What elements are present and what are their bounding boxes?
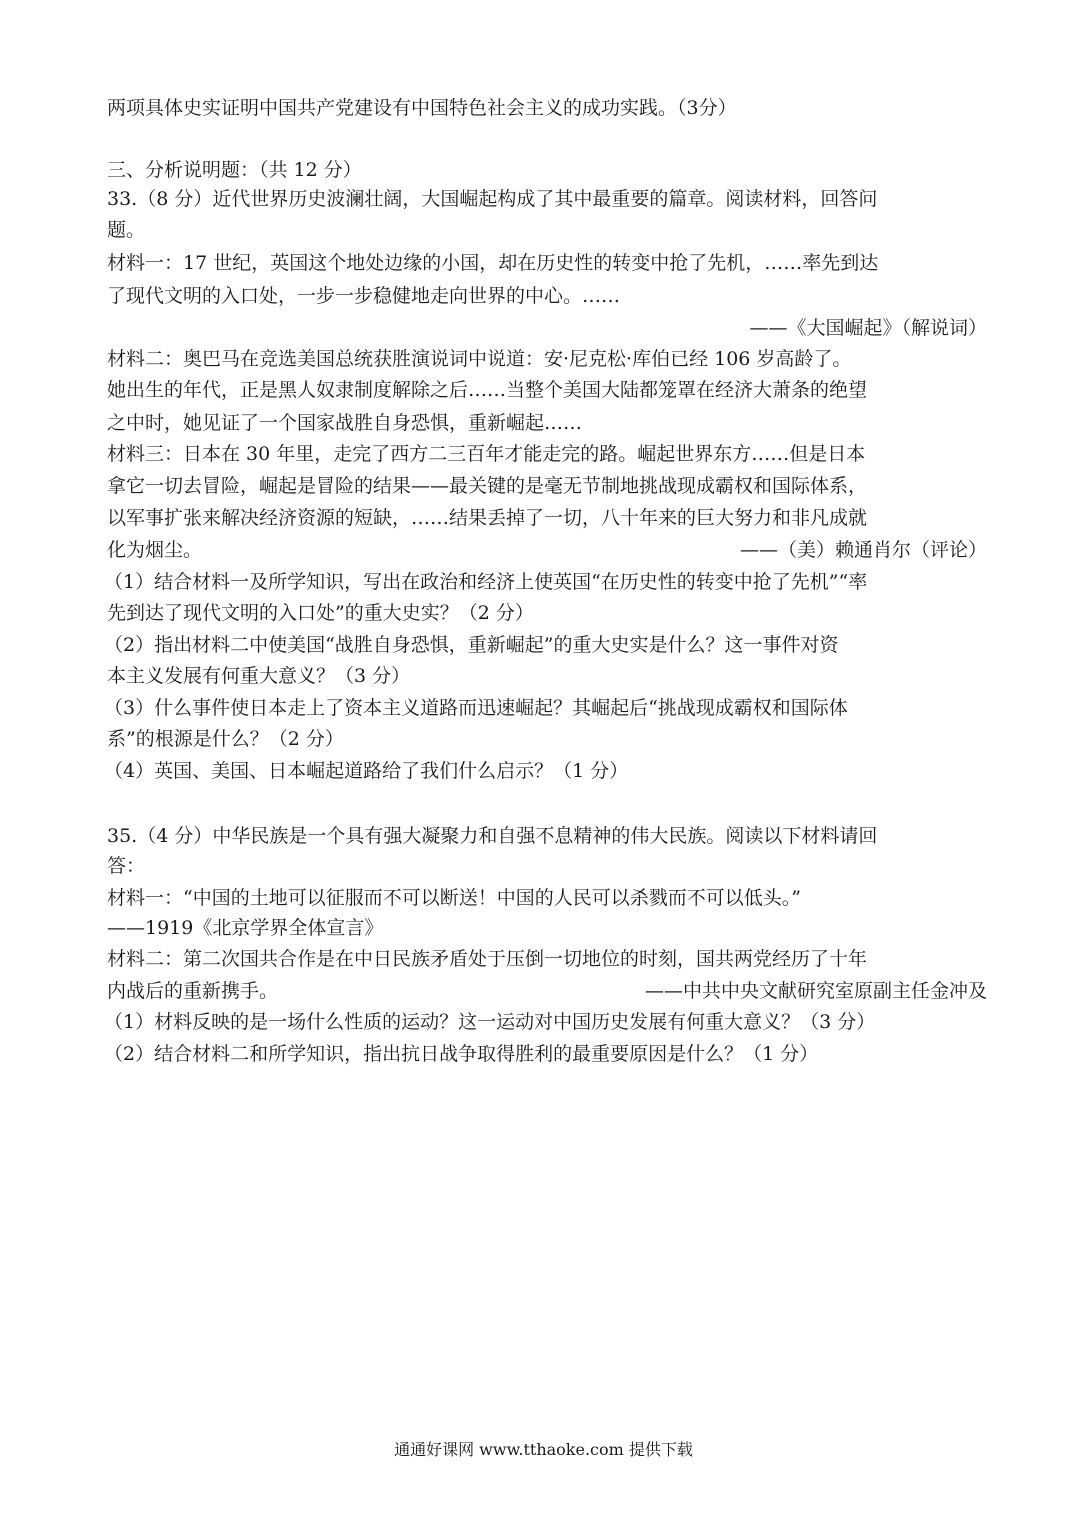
q35-material1-line1: 材料一：“中国的土地可以征服而不可以断送！中国的人民可以杀戮而不可以低头。” <box>107 887 801 909</box>
q33-material3-line1: 材料三：日本在 30 年里，走完了西方二三百年才能走完的路。崛起世界东方……但是日本 <box>107 443 866 465</box>
q35-stem-line1: 35.（4 分）中华民族是一个具有强大凝聚力和自强不息精神的伟大民族。阅读以下材料请回 <box>107 825 878 847</box>
q35-material2-line1: 材料二：第二次国共合作是在中日民族矛盾处于压倒一切地位的时刻，国共两党经历了十年 <box>107 948 868 970</box>
q33-material1-line2: 了现代文明的入口处，一步一步稳健地走向世界的中心。…… <box>107 285 621 307</box>
q33-sub2-line1: （2）指出材料二中使美国“战胜自身恐惧，重新崛起”的重大史实是什么？这一事件对资 <box>104 634 839 656</box>
section3-title: 三、分析说明题：（共 12 分） <box>107 159 362 181</box>
q33-sub4-line1: （4）英国、美国、日本崛起道路给了我们什么启示？（1 分） <box>104 760 629 782</box>
q33-material1-source: ——《大国崛起》（解说词） <box>749 317 987 339</box>
q33-material2-line3: 之中时，她见证了一个国家战胜自身恐惧，重新崛起…… <box>107 412 583 434</box>
intro-line: 两项具体史实证明中国共产党建设有中国特色社会主义的成功实践。（3分） <box>107 97 737 119</box>
page-footer: 通通好课网 www.tthaoke.com 提供下载 <box>394 1440 693 1459</box>
q33-material3-line3: 以军事扩张来解决经济资源的短缺，……结果丢掉了一切，八十年来的巨大努力和非凡成就 <box>107 507 868 529</box>
q33-sub3-line1: （3）什么事件使日本走上了资本主义道路而迅速崛起？其崛起后“挑战现成霸权和国际体 <box>104 697 848 719</box>
q33-material1-line1: 材料一：17 世纪，英国这个地处边缘的小国，却在历史性的转变中抢了先机，……率先到达 <box>107 252 879 274</box>
q33-sub1-line2: 先到达了现代文明的入口处”的重大史实？（2 分） <box>107 602 534 624</box>
q33-stem-line2: 题。 <box>107 219 146 241</box>
q33-material3-source: ——（美）赖通肖尔（评论） <box>739 539 987 561</box>
q33-sub1-line1: （1）结合材料一及所学知识，写出在政治和经济上使英国“在历史性的转变中抢了先机”“率 <box>104 571 868 593</box>
q35-material2-line2: 内战后的重新携手。 <box>107 980 279 1002</box>
q35-material1-source: ——1919《北京学界全体宣言》 <box>107 917 384 939</box>
q33-sub3-line2: 系”的根源是什么？（2 分） <box>107 728 344 750</box>
q35-material2-source: ——中共中央文献研究室原副主任金冲及 <box>644 980 987 1002</box>
q33-material2-line2: 她出生的年代，正是黑人奴隶制度解除之后……当整个美国大陆都笼罩在经济大萧条的绝望 <box>107 379 868 401</box>
q33-sub2-line2: 本主义发展有何重大意义？（3 分） <box>107 665 411 687</box>
q33-stem-line1: 33.（8 分）近代世界历史波澜壮阔，大国崛起构成了其中最重要的篇章。阅读材料，回答问 <box>107 188 878 210</box>
q35-stem-line2: 答： <box>107 855 146 877</box>
q33-material3-line4: 化为烟尘。 <box>107 539 203 561</box>
q35-sub2-line1: （2）结合材料二和所学知识，指出抗日战争取得胜利的最重要原因是什么？（1 分） <box>104 1043 819 1065</box>
q33-material2-line1: 材料二：奥巴马在竞选美国总统获胜演说词中说道：安·尼克松·库伯已经 106 岁高龄了。 <box>107 348 852 370</box>
q33-material3-line2: 拿它一切去冒险，崛起是冒险的结果——最关键的是毫无节制地挑战现成霸权和国际体系， <box>107 475 868 497</box>
q35-sub1-line1: （1）材料反映的是一场什么性质的运动？这一运动对中国历史发展有何重大意义？（3 分） <box>104 1011 876 1033</box>
